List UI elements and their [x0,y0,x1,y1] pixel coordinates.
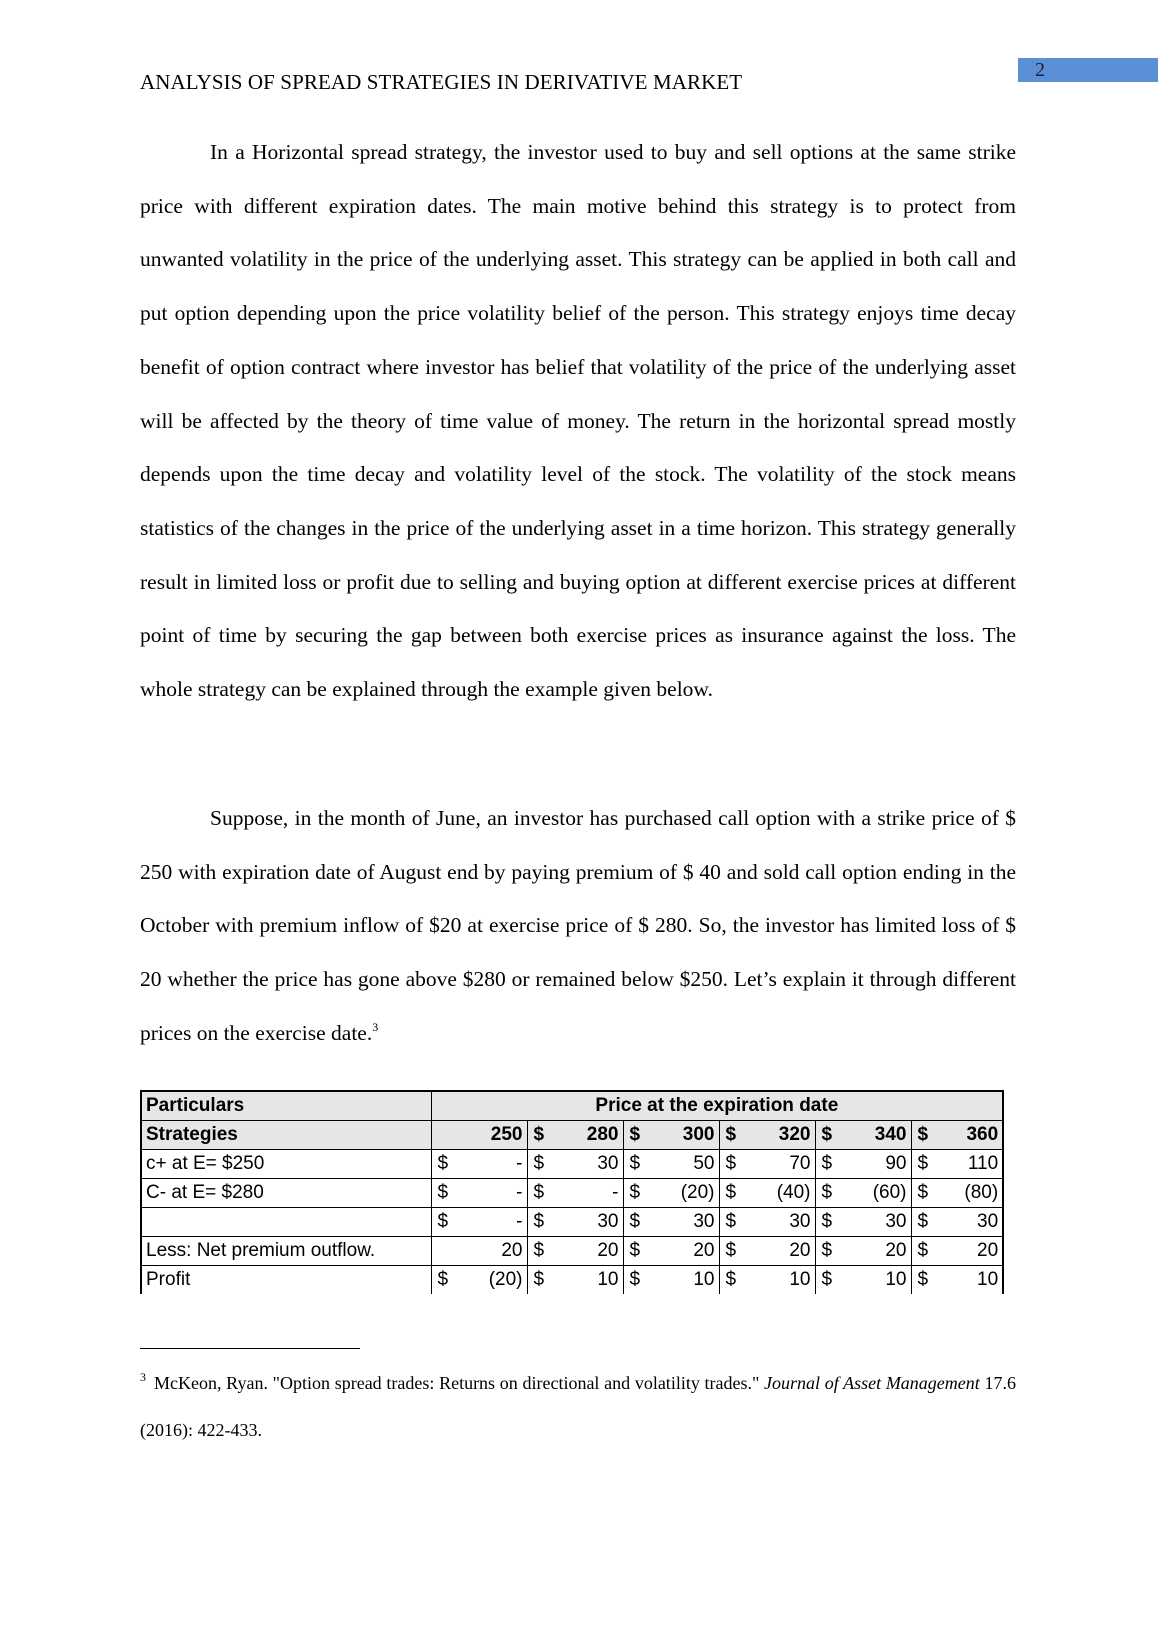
cell-value: 90 [839,1150,911,1179]
cell-value: 30 [839,1208,911,1237]
row-label: Profit [141,1266,431,1295]
price-at-expiration-header: Price at the expiration date [431,1091,1003,1121]
cell-value: 30 [551,1150,623,1179]
cell-currency: $ [527,1237,551,1266]
cell-value: 20 [839,1237,911,1266]
cell-currency: $ [431,1179,455,1208]
cell-value: 10 [647,1266,719,1295]
cell-currency: $ [815,1237,839,1266]
spread-payoff-table [140,1090,1004,1294]
footnote-journal: Journal of Asset Management [764,1373,980,1393]
cell-value: 70 [743,1150,815,1179]
header-currency: $ [719,1121,743,1150]
paragraph-example [140,792,1016,1061]
cell-value: (60) [839,1179,911,1208]
cell-currency: $ [527,1179,551,1208]
table-row-profit [141,1266,1003,1295]
cell-currency: $ [431,1150,455,1179]
strategies-header-row [141,1121,1003,1150]
cell-currency: $ [623,1237,647,1266]
cell-currency: $ [911,1208,935,1237]
cell-value: 10 [935,1266,1003,1295]
cell-currency: $ [821,1269,833,1290]
running-header: ANALYSIS OF SPREAD STRATEGIES IN DERIVATIVE MARKET [140,70,743,94]
cell-value: 30 [647,1208,719,1237]
cell-value: (20) [455,1266,527,1295]
cell-currency: $ [527,1150,551,1179]
cell-currency: $ [623,1208,647,1237]
cell-value: 110 [935,1150,1003,1179]
paragraph-1-text: In a Horizontal spread strategy, the investor used to buy and sell options at the same strike price with different expiration dates. The main motive behind this strategy is to protect from unwanted volatility in the price of the underlying asset. This strategy can be applied in both call and put option depending upon the price volatility belief of the person. This strategy enjoys time decay benefit of option contract where investor has belief that volatility of the price of the underlying asset will be affected by the theory of time value of money. The return in the horizontal spread mostly depends upon the time decay and volatility level of the stock. The volatility of the stock means statistics of the changes in the price of the underlying asset in a time horizon. This strategy generally result in limited loss or profit due to selling and buying option at different exercise prices at different point of time by securing the gap between both exercise prices as insurance against the loss. The whole strategy can be explained through the example given below. [140,140,1016,702]
cell-currency: $ [533,1269,545,1290]
header-currency: $ [815,1121,839,1150]
header-currency: $ [527,1121,551,1150]
cell-currency: $ [437,1269,449,1290]
cell-currency: $ [719,1179,743,1208]
header-price: 300 [647,1121,719,1150]
cell-value: 30 [743,1208,815,1237]
cell-value: 10 [743,1266,815,1295]
table-row [141,1150,1003,1179]
cell-value: (20) [647,1179,719,1208]
cell-currency: $ [431,1208,455,1237]
header-price: 320 [743,1121,815,1150]
cell-currency [431,1237,455,1266]
header-currency [431,1121,455,1150]
strategies-header: Strategies [141,1121,431,1150]
cell-value: 20 [743,1237,815,1266]
cell-currency: $ [719,1208,743,1237]
row-label [141,1208,431,1237]
cell-currency: $ [815,1179,839,1208]
footnote-separator [140,1348,360,1349]
cell-value: - [551,1179,623,1208]
row-label: c+ at E= $250 [141,1150,431,1179]
cell-value: 20 [935,1237,1003,1266]
row-label: C- at E= $280 [141,1179,431,1208]
paragraph-2-text: Suppose, in the month of June, an investor has purchased call option with a strike price of $ 250 with expiration date of August end by paying premium of $ 40 and sold call option ending in the October with premium inflow of $20 at exercise price of $ 280. So, the investor has limited loss of $ 20 whether the price has gone above $280 or remained below $250. Let’s explain it through different prices on the exercise date. [140,806,1016,1045]
cell-value: 20 [455,1237,527,1266]
cell-value: (80) [935,1179,1003,1208]
header-price: 360 [935,1121,1003,1150]
footnote [140,1360,1016,1454]
cell-currency: $ [725,1269,737,1290]
cell-value: 10 [551,1266,623,1295]
cell-currency: $ [815,1150,839,1179]
paragraph-horizontal-spread [140,126,1016,717]
table-header-row [141,1091,1003,1121]
header-price: 340 [839,1121,911,1150]
cell-value: 30 [935,1208,1003,1237]
table-row [141,1179,1003,1208]
table-row [141,1237,1003,1266]
cell-currency: $ [917,1269,929,1290]
row-label: Less: Net premium outflow. [141,1237,431,1266]
cell-currency: $ [629,1269,641,1290]
cell-value: - [455,1208,527,1237]
header-currency: $ [623,1121,647,1150]
cell-value: - [455,1150,527,1179]
header-price: 250 [455,1121,527,1150]
cell-currency: $ [911,1150,935,1179]
footnote-reference: 3 [372,1019,379,1034]
cell-currency: $ [719,1150,743,1179]
cell-value: 10 [839,1266,911,1295]
footnote-citation-end: 17.6 (2016): 422-433. [140,1373,1016,1440]
cell-currency: $ [623,1179,647,1208]
particulars-header: Particulars [141,1091,431,1121]
cell-value: 20 [551,1237,623,1266]
cell-currency: $ [911,1179,935,1208]
cell-value: 50 [647,1150,719,1179]
footnote-citation: McKeon, Ryan. "Option spread trades: Returns on directional and volatility trades." [154,1373,765,1393]
table-row [141,1208,1003,1237]
cell-value: - [455,1179,527,1208]
cell-value: 30 [551,1208,623,1237]
cell-currency: $ [527,1208,551,1237]
cell-value: (40) [743,1179,815,1208]
cell-currency: $ [719,1237,743,1266]
page-number: 2 [1035,59,1045,81]
header-currency: $ [911,1121,935,1150]
cell-currency: $ [911,1237,935,1266]
cell-value: 20 [647,1237,719,1266]
cell-currency: $ [815,1208,839,1237]
header-price: 280 [551,1121,623,1150]
cell-currency: $ [623,1150,647,1179]
footnote-number: 3 [140,1370,146,1384]
